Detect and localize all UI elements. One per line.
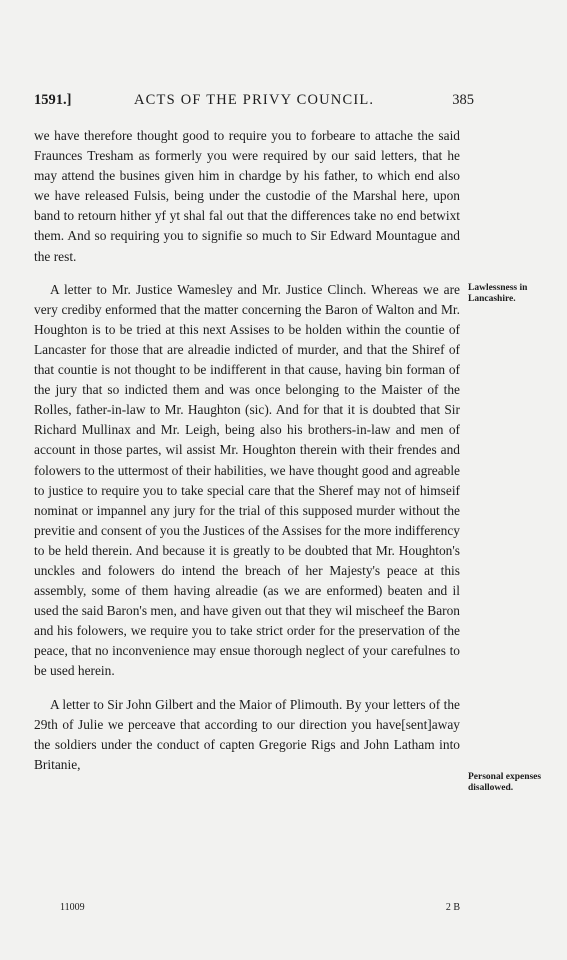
page-number: 385 bbox=[452, 92, 474, 108]
footer-print-number: 11009 bbox=[60, 902, 85, 913]
paragraph-tresham: we have therefore thought good to require you to forbeare to attache the said Fraunces Tresham as formerly you were required by our said letters, that he may attend the busines given him in chardge by his father, to which end also we have released Fulsis, being under the custodie of the Marshal here, upon band to retourn hither yf yt shal fal out that the differences take no end betwixt them. And so requiring you to signifie so much to Sir Edward Mountague and the rest. bbox=[34, 128, 460, 264]
header-year: 1591.] bbox=[34, 92, 72, 108]
paragraph-plimouth-letter: A letter to Sir John Gilbert and the Maior of Plimouth. By your letters of the 29th of Julie we perceave that according to our direction you have[sent]away the soldiers under the conduct of capten Gregorie Rigs and John Latham into Britanie, bbox=[34, 696, 460, 772]
margin-note-expenses: Personal expenses disallowed. bbox=[468, 772, 542, 793]
paragraph-lancashire-letter: A letter to Mr. Justice Wamesley and Mr. Justice Clinch. Whereas we are very crediby enformed that the matter concerning the Baron of Walton and Mr. Houghton is to be tried at this next Assises to be holden within the countie of Lancaster for those that are alreadie indicted of murder, and that the Shiref of that countie is not thought to be indifferent in that cause, having bin forman of the jury that so indicted them and was once belonging to the Maister of the Rolles, father-in-law to Mr. Haughton (sic). And for that it is doubted that Sir Richard Mullinax and Mr. Leigh, being also his brothers-in-law and men of account in those partes, wil assist Mr. Houghton therein with their frendes and folowers to the uttermost of their habilities, we have thought good and agreable to justice to require you to take special care that the Sheref may not of himseif nominat or impannel any jury for the trial of this supposed murder without the previtie and consent of you the Justices of the Assises for the more indifferency to be held therein. And because it is greatly to be doubted that Mr. Houghton's unckles and folowers do intend the breach of her Majesty's peace at this assembly, some of them having alreadie (as we are enformed) beaten and il used the said Baron's men, and have given out that they wil mischeef the Baron and his folowers, we require you to take strict order for the preservation of the peace, that no inconvenience may ensue thorough neglect of your carefulnes to be used herein. bbox=[34, 281, 460, 679]
footer-signature-mark: 2 B bbox=[445, 902, 460, 913]
running-header bbox=[34, 92, 474, 112]
header-title: ACTS OF THE PRIVY COUNCIL. bbox=[134, 92, 375, 108]
margin-note-lawlessness: Lawlessness in Lancashire. bbox=[468, 283, 528, 304]
main-text bbox=[34, 126, 460, 788]
